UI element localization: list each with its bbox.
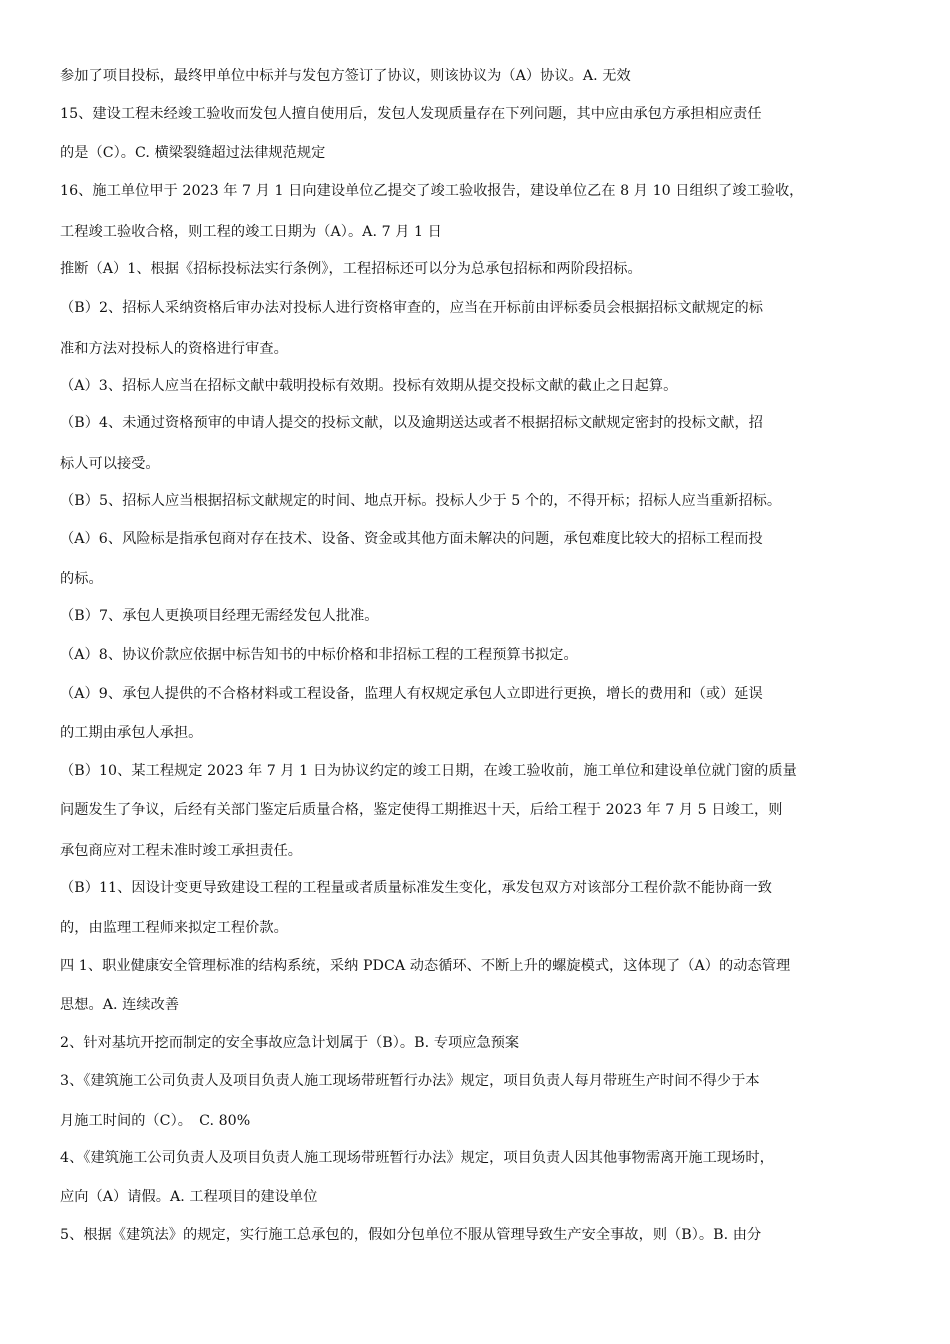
text-line: （B）4、未通过资格预审的申请人提交的投标文献，以及逾期送达或者不根据招标文献规定密封的投标文献，招: [60, 415, 763, 431]
text-line: 标人可以接受。: [60, 456, 160, 472]
text-line: 工程竣工验收合格，则工程的竣工日期为（A）。A. 7 月 1 日: [60, 224, 442, 240]
text-line: （A）3、招标人应当在招标文献中载明投标有效期。投标有效期从提交投标文献的截止之日起算。: [60, 378, 678, 394]
text-line: 的工期由承包人承担。: [60, 725, 203, 741]
text-line: 5、根据《建筑法》的规定，实行施工总承包的，假如分包单位不服从管理导致生产安全事故，则（B）。B. 由分: [60, 1227, 762, 1243]
text-line: 月施工时间的（C）。 C. 80%: [60, 1113, 251, 1129]
text-line: （B）2、招标人采纳资格后审办法对投标人进行资格审查的，应当在开标前由评标委员会根据招标文献规定的标: [60, 300, 763, 316]
text-line: 思想。A. 连续改善: [60, 997, 180, 1013]
text-line: （A）8、协议价款应依据中标告知书的中标价格和非招标工程的工程预算书拟定。: [60, 647, 578, 663]
text-line: 问题发生了争议，后经有关部门鉴定后质量合格，鉴定使得工期推迟十天，后给工程于 2023 年 7 月 5 日竣工，则: [60, 802, 783, 818]
text-line: 四 1、职业健康安全管理标准的结构系统，采纳 PDCA 动态循环、不断上升的螺旋模式，这体现了（A）的动态管理: [60, 958, 791, 974]
text-line: 的，由监理工程师来拟定工程价款。: [60, 920, 288, 936]
text-line: 2、针对基坑开挖而制定的安全事故应急计划属于（B）。B. 专项应急预案: [60, 1035, 520, 1051]
text-line: （A）9、承包人提供的不合格材料或工程设备，监理人有权规定承包人立即进行更换，增长的费用和（或）延误: [60, 686, 763, 702]
text-line: （B）11、因设计变更导致建设工程的工程量或者质量标准发生变化，承发包双方对该部分工程价款不能协商一致: [60, 880, 773, 896]
text-line: 推断（A）1、根据《招标投标法实行条例》，工程招标还可以分为总承包招标和两阶段招标。: [60, 261, 642, 277]
text-line: （B）7、承包人更换项目经理无需经发包人批准。: [60, 608, 379, 624]
text-line: 准和方法对投标人的资格进行审查。: [60, 341, 288, 357]
text-line: 参加了项目投标，最终甲单位中标并与发包方签订了协议，则该协议为（A）协议。A. 无效: [60, 68, 631, 84]
text-line: （B）5、招标人应当根据招标文献规定的时间、地点开标。投标人少于 5 个的，不得开标；招标人应当重新招标。: [60, 493, 782, 509]
text-line: 承包商应对工程未准时竣工承担责任。: [60, 843, 303, 859]
text-line: 16、施工单位甲于 2023 年 7 月 1 日向建设单位乙提交了竣工验收报告，建设单位乙在 8 月 10 日组织了竣工验收，: [60, 183, 804, 199]
text-line: 4、《建筑施工公司负责人及项目负责人施工现场带班暂行办法》规定，项目负责人因其他事物需离开施工现场时，: [60, 1150, 774, 1166]
text-line: 应向（A）请假。A. 工程项目的建设单位: [60, 1189, 318, 1205]
text-line: 的标。: [60, 571, 103, 587]
text-line: 3、《建筑施工公司负责人及项目负责人施工现场带班暂行办法》规定，项目负责人每月带班生产时间不得少于本: [60, 1073, 760, 1089]
text-line: （B）10、某工程规定 2023 年 7 月 1 日为协议约定的竣工日期，在竣工验收前，施工单位和建设单位就门窗的质量: [60, 763, 797, 779]
text-line: 的是（C）。C. 横梁裂缝超过法律规范规定: [60, 145, 326, 161]
text-line: （A）6、风险标是指承包商对存在技术、设备、资金或其他方面未解决的问题，承包难度比较大的招标工程而投: [60, 531, 763, 547]
text-line: 15、建设工程未经竣工验收而发包人擅自使用后，发包人发现质量存在下列问题，其中应由承包方承担相应责任: [60, 106, 762, 122]
